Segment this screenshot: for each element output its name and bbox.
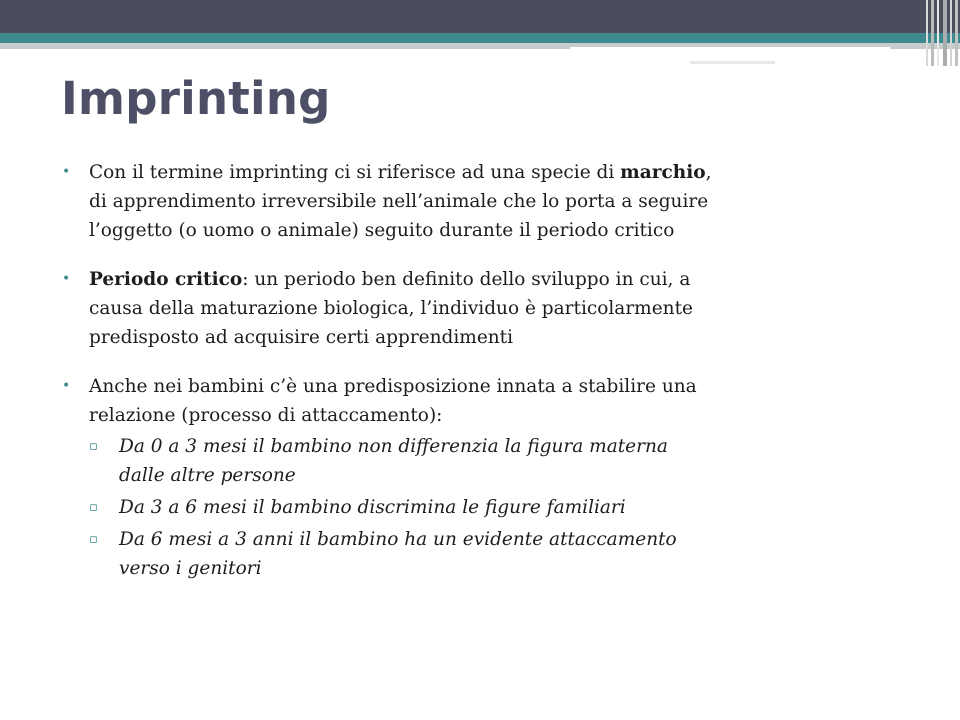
header-accent-line-short [690, 61, 775, 64]
bullet-line: causa della maturazione biologica, l’individuo è particolarmente [89, 298, 693, 319]
bullet-line: predisposto ad acquisire certi apprendimenti [89, 327, 514, 348]
bullet-attachment [62, 372, 922, 583]
keyword-periodo-critico: Periodo critico [89, 269, 243, 290]
header-dark-band [0, 0, 960, 33]
bullet-imprinting-definition [62, 158, 922, 245]
sub-bullet-marker: ▫ [89, 532, 98, 547]
sub-bullet-line: dalle altre persone [119, 465, 296, 486]
bullet-marker: • [62, 378, 71, 394]
bullet-line: relazione (processo di attaccamento): [89, 405, 443, 426]
slide-body [62, 158, 922, 603]
sub-bullet-line: Da 0 a 3 mesi il bambino non differenzia la figura materna [119, 436, 668, 457]
bullet-line: Con il termine imprinting ci si riferisce ad una specie di marchio, [89, 162, 712, 183]
sub-bullet-0-3-months [89, 432, 922, 490]
sub-bullet-list [89, 432, 922, 583]
header-accent-line [570, 47, 890, 51]
sub-bullet-marker: ▫ [89, 500, 98, 515]
sub-bullet-3-6-months [89, 493, 922, 522]
bullet-line: Periodo critico: un periodo ben definito dello sviluppo in cui, a [89, 269, 691, 290]
header-teal-band [0, 33, 960, 43]
slide-title: Imprinting [61, 72, 331, 125]
sub-bullet-line: Da 3 a 6 mesi il bambino discrimina le figure familiari [119, 497, 626, 518]
sub-bullet-line: verso i genitori [119, 558, 262, 579]
sub-bullet-marker: ▫ [89, 439, 98, 454]
sub-bullet-line: Da 6 mesi a 3 anni il bambino ha un evidente attaccamento [119, 529, 677, 550]
bullet-line: l’oggetto (o uomo o animale) seguito durante il periodo critico [89, 220, 675, 241]
bullet-line: di apprendimento irreversibile nell’animale che lo porta a seguire [89, 191, 709, 212]
bullet-critical-period [62, 265, 922, 352]
bullet-marker: • [62, 271, 71, 287]
bullet-line: Anche nei bambini c’è una predisposizione innata a stabilire una [89, 376, 697, 397]
bullet-marker: • [62, 164, 71, 180]
header-stripes-decoration [924, 0, 960, 66]
sub-bullet-6-months-3-years [89, 525, 922, 583]
keyword-marchio: marchio [620, 162, 706, 183]
